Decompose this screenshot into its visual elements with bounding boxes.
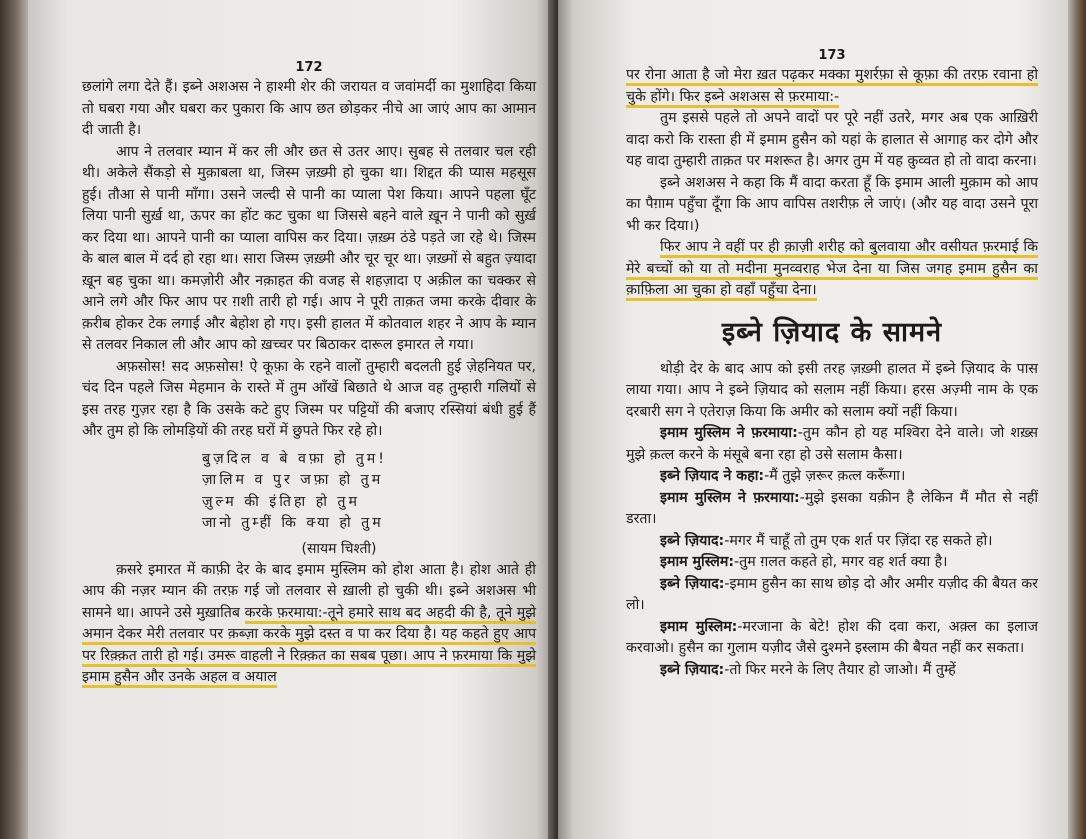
book-edge-right (1068, 0, 1086, 839)
dialogue-text: -मैं तुझे ज़रूर क़त्ल करूँगा। (764, 468, 906, 484)
highlighted-text: फिर आप ने वहीं पर ही क़ाज़ी शरीह को बुलवाया और वसीयत फ़रमाई कि मेरे बच्चों को या तो मदीना मुनव्वराह भेज देना या जिस जगह इमाम हुसैन का क़ाफ़िला आ चुका हो वहाँ पहुँचा देना। (626, 239, 1038, 301)
dialogue-line (626, 660, 1038, 682)
dialogue-line (626, 466, 1038, 488)
speaker-name: इमाम मुस्लिम: (660, 554, 735, 570)
dialogue-text: -मगर मैं चाहूँ तो तुम एक शर्त पर ज़िंदा रह सकते हो। (724, 532, 993, 549)
left-page (28, 0, 558, 839)
paragraph (626, 65, 1038, 108)
dialogue-text: -मुझे इसका यक़ीन है लेकिन मैं मौत से नहीं डरता। (626, 489, 1038, 527)
poem-line: जानो तुम्हीं कि क्या हो तुम (202, 515, 384, 531)
book-edge-left (0, 0, 28, 839)
poem (202, 449, 536, 535)
paragraph (82, 560, 536, 689)
dialogue-line (626, 574, 1038, 617)
paragraph: तुम इससे पहले तो अपने वादों पर पूरे नहीं उतरे, मगर अब एक आख़िरी वादा करो कि रास्ता ही में इमाम हुसैन को यहां के हालात से आगाह कर दोगे और यह वादा तुम्हारी ताक़त पर मशरूत है। अगर तुम में यह क़ुव्वत हो तो वादा करना। (626, 110, 1038, 169)
poem-line: बुज़दिल व बे वफ़ा हो तुम! (202, 450, 387, 467)
highlighted-text: करके फ़रमाया:-तूने हमारे साथ बद अहदी की है, तूने मुझे अमान देकर मेरी तलवार पर क़ब्ज़ा करके मुझे दस्त व पा कर दिया है। यह कहते हुए आप पर रिक़्क़त तारी हो गई। उमरू वाहली ने रिक़्क़त का सबब पूछा। आप ने फ़रमाया कि मुझे इमाम हुसैन और उनके अहल व अयाल (82, 605, 536, 689)
paragraph: इब्ने अशअस ने कहा कि मैं वादा करता हूँ कि इमाम आली मुक़ाम को आप का पैग़ाम पहुँचा दूँगा कि आप वापिस तशरीफ़ ले जाएं। (और यह वादा उसने पूरा भी कर दिया।) (626, 174, 1038, 234)
paragraph: अफ़सोस! सद अफ़सोस! ऐ कूफ़ा के रहने वालों तुम्हारी बदलती हुई ज़ेहनियत पर, चंद दिन पहले जिस मेहमान के रास्ते में तुम आँखें बिछाते थे आज वह तुम्हारी गलियों से इस तरह गुज़र रहा है कि उसके कटे हुए जिस्म पर पट्टियों की बजाए रस्सियां बंधी हुई हैं और तुम हो कि लोमड़ियों की तरह घरों में छुपते फिर रहे हो। (82, 358, 536, 439)
speaker-name: इमाम मुस्लिम ने फ़रमाया: (660, 425, 798, 441)
page-number: 172 (295, 60, 323, 75)
dialogue-line (626, 423, 1038, 466)
speaker-name: इब्ने ज़ियाद ने कहा: (660, 468, 765, 484)
paragraph: थोड़ी देर के बाद आप को इसी तरह ज़ख़्मी हालत में इब्ने ज़ियाद के पास लाया गया। आप ने इब्ने ज़ियाद को सलाम नहीं किया। हरस अज़्मी नाम के एक दरबारी सग ने एतेराज़ किया कि अमीर को सलाम क्यों नहीं किया। (626, 360, 1038, 420)
dialogue-text: -इमाम हुसैन का साथ छोड़ दो और अमीर यज़ीद की बैयत कर लो। (626, 575, 1038, 613)
paragraph (626, 237, 1038, 302)
section-heading: इब्ने ज़ियाद के सामने (721, 316, 943, 348)
dialogue-line (626, 617, 1038, 660)
poem-attribution: (सायम चिश्ती) (301, 540, 377, 557)
dialogue-text: -तुम ग़लत कहते हो, मगर वह शर्त क्या है। (734, 554, 948, 570)
right-page (558, 0, 1068, 839)
highlighted-text: पर रोना आता है जो मेरा ख़त पढ़कर मक्का मुशर्रफ़ा से कूफ़ा की तरफ़ रवाना हो चुके होंगे। फिर इब्ने अशअस से फ़रमाया:- (626, 67, 1038, 108)
paragraph: छलांगे लगा देते हैं। इब्ने अशअस ने हाश्मी शेर की जरायत व जवांमर्दी का मुशाहिदा किया तो घबरा गया और घबरा कर पुकारा कि आप छत छोड़कर नीचे आ जाएं आप का आमान दी जाती है। (82, 79, 536, 138)
speaker-name: इब्ने ज़ियाद: (660, 575, 725, 592)
dialogue-line (626, 531, 1038, 553)
dialogue-line (626, 488, 1038, 531)
paragraph: आप ने तलवार म्यान में कर ली और छत से उतर आए। सुबह से तलवार चल रही थी। अकेले सैंकड़ो से मुक़ाबला था, जिस्म ज़ख़्मी हो चुका था। शिद्दत की प्यास महसूस हुई। तौआ से पानी माँगा। उसने जल्दी से पानी का प्याला पेश किया। आपने पहला घूँट लिया पानी सुर्ख़ था, ऊपर का होंट कट चुका था जिससे बहने वाले ख़ून ने पानी को सुर्ख़ कर दिया था। आपने पानी का प्याला वापिस कर दिया। ज़ख़्म ठंडे पड़ते जा रहे थे। जिस्म के बाल बाल में दर्द हो रहा था। सारा जिस्म ज़ख़्मी और चूर चूर था। ज़ख़्मों से बहुत ज़्यादा ख़ून बह चुका था। कमज़ोरी और नक़ाहत की वजह से शहज़ादा ए अक़ील का चक्कर से आने लगे और फिर आप पर ग़शी तारी हो गई। आप ने पूरी ताक़त जमा करके दीवार के क़रीब होकर टेक लगाई और बेहोश हो गए। इसी हालत में कोतवाल शहर ने आप के म्यान से तलवर निकाल ली और आप को ख़च्चर पर बिठाकर दारूल इमारत ले गया। (82, 143, 536, 353)
dialogue-line (626, 552, 1038, 574)
dialogue-text: -मरजाना के बेटे! होश की दवा करा, अक़्ल का इलाज करवाओ। हुसैन का गुलाम यज़ीद जैसे दुश्मने इस्लाम की बैयत नहीं कर सकता। (626, 618, 1038, 656)
speaker-name: इब्ने ज़ियाद: (660, 661, 725, 678)
page-number: 173 (818, 48, 846, 63)
speaker-name: इब्ने ज़ियाद: (660, 532, 725, 549)
dialogue-text: -तो फिर मरने के लिए तैयार हो जाओ। मैं तुम्हें (724, 661, 956, 678)
paragraph-text: क़सरे इमारत में काफ़ी देर के बाद इमाम मुस्लिम को होश आता है। होश आते ही आप की नज़र म्यान की तरफ़ गई जो तलवार से ख़ाली हो चुकी थी। इब्ने अशअस भी सामने था। आपने उसे मुख़ातिब (82, 561, 536, 621)
speaker-name: इमाम मुस्लिम: (660, 618, 738, 635)
poem-line: ज़ालिम व पुर जफ़ा हो तुम (202, 472, 384, 488)
dialogue-text: -तुम कौन हो यह मश्विरा देने वाले। जो शख़्स मुझे क़त्ल करने के मंसूबे बना रहा हो उसे सलाम कैसा। (626, 425, 1039, 463)
speaker-name: इमाम मुस्लिम ने फ़रमाया: (660, 489, 800, 506)
poem-line: ज़ुल्म की इंतिहा हो तुम (202, 493, 361, 510)
